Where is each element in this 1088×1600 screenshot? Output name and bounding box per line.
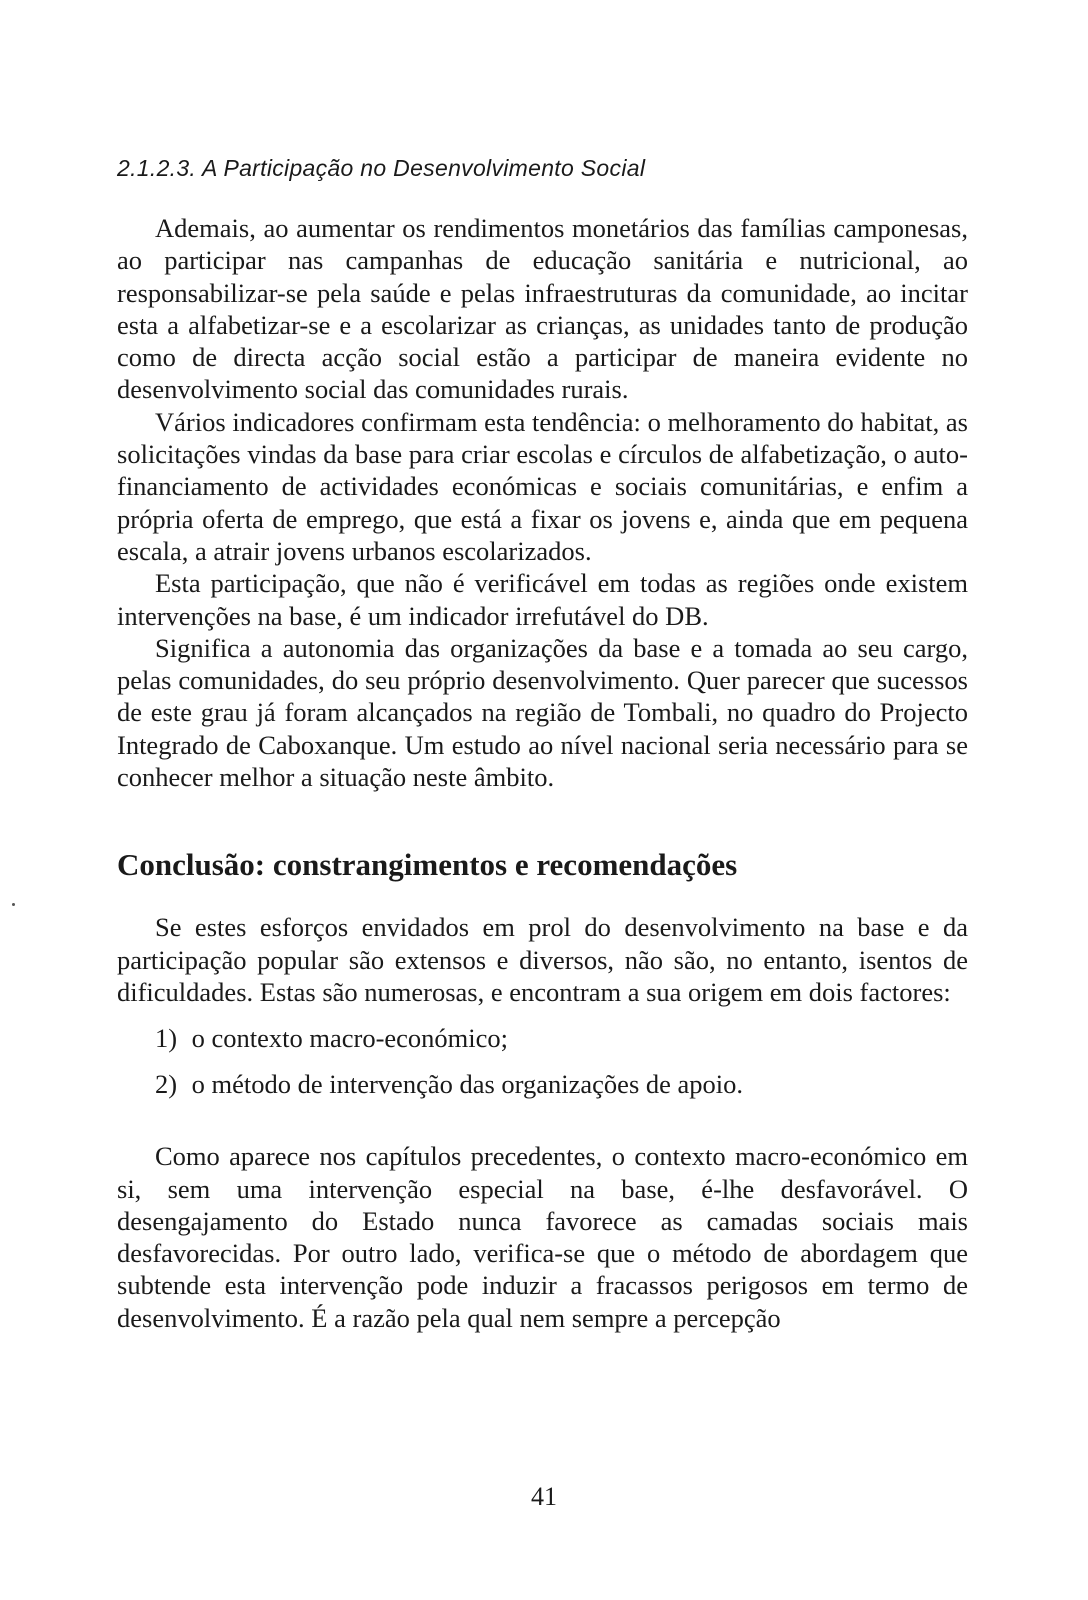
spacer (117, 1114, 968, 1140)
list-item-text: o contexto macro-económico; (191, 1023, 509, 1054)
list-item (117, 1068, 968, 1100)
scan-speck (12, 903, 15, 906)
conclusion-intro: Se estes esforços envidados em prol do desenvolvimento na base e da participação popular são extensos e diversos, não são, no entanto, isentos de dificuldades. Estas são numerosas, e encontram a sua origem em dois factores: (117, 912, 968, 1007)
paragraph: Significa a autonomia das organizações da base e a tomada ao seu cargo, pelas comunidades, do seu próprio desenvolvimento. Quer parecer que sucessos de este grau já foram alcançados na região de Tombali, no quadro do Projecto Integrado de Caboxanque. Um estudo ao nível nacional seria necessário para se conhecer melhor a situação neste âmbito. (117, 632, 968, 793)
factor-list (117, 1022, 968, 1100)
page-content (117, 150, 968, 1334)
list-item-number: 2) (155, 1069, 178, 1100)
list-item (117, 1022, 968, 1054)
paragraph: Ademais, ao aumentar os rendimentos monetários das famílias camponesas, ao participar nas campanhas de educação sanitária e nutricional, ao responsabilizar-se pela saúde e pelas infraestruturas da comunidade, ao incitar esta a alfabetizar-se e a escolarizar as crianças, as unidades tanto de produção como de directa acção social estão a participar de maneira evidente no desenvolvimento social das comunidades rurais. (117, 213, 968, 405)
paragraph: Vários indicadores confirmam esta tendência: o melhoramento do habitat, as solicitações vindas da base para criar escolas e círculos de alfabetização, o auto-financiamento de actividades económicas e sociais comunitárias, e enfim a própria oferta de emprego, que está a fixar os jovens e, ainda que em pequena escala, a atrair jovens urbanos escolarizados. (117, 406, 968, 566)
conclusion-closing: Como aparece nos capítulos precedentes, o contexto macro-económico em si, sem uma intervenção especial na base, é-lhe desfavorável. O desengajamento do Estado nunca favorece as camadas sociais mais desfavorecidas. Por outro lado, verifica-se que o método de abordagem que subtende esta intervenção pode induzir a fracassos perigosos em termo de desenvolvimento. É a razão pela qual nem sempre a percepção (117, 1141, 968, 1333)
list-item-text: o método de intervenção das organizações de apoio. (191, 1069, 744, 1100)
list-item-number: 1) (155, 1023, 178, 1054)
paragraph: Esta participação, que não é verificável em todas as regiões onde existem intervenções na base, é um indicador irrefutável do DB. (117, 568, 968, 631)
conclusion-heading: Conclusão: constrangimentos e recomendações (117, 847, 738, 883)
page-number: 41 (531, 1482, 557, 1511)
section-heading: 2.1.2.3. A Participação no Desenvolvimento Social (117, 155, 646, 181)
spacer (117, 793, 968, 845)
